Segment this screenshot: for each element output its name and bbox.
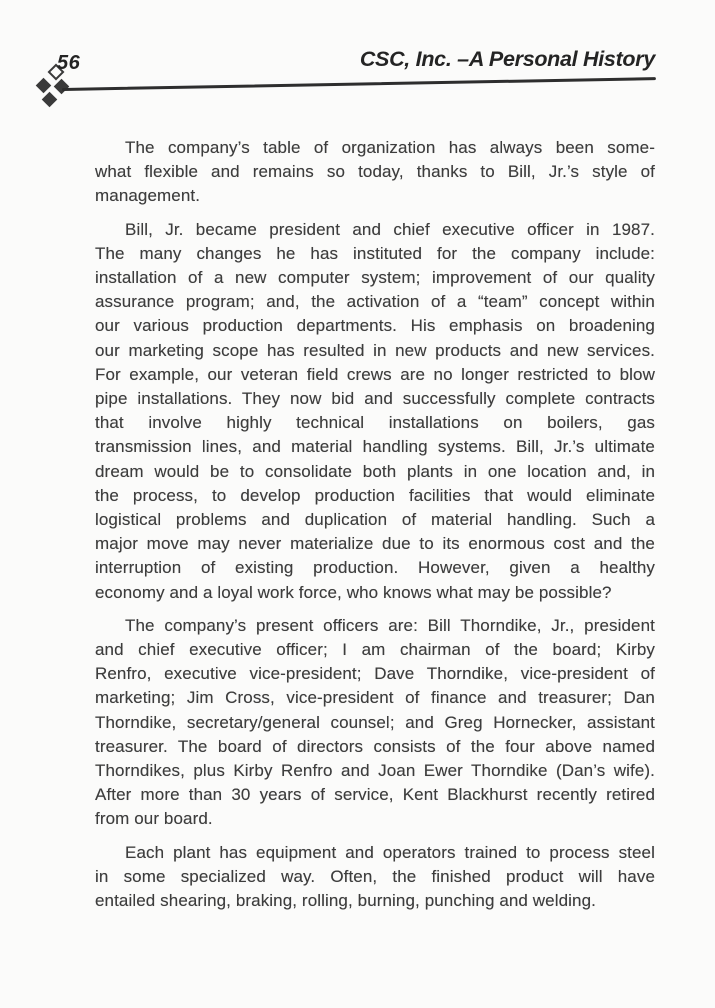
text-line: Bill, Jr. became president and chief executive officer in 1987. xyxy=(125,219,655,239)
text-line: dream would be to consolidate both plants in one location and, in xyxy=(95,461,655,481)
text-line: marketing; Jim Cross, vice-president of finance and treasurer; Dan xyxy=(95,688,655,708)
text-line: what flexible and remains so today, thanks to Bill, Jr.’s style of xyxy=(95,162,655,182)
text-line: pipe installations. They now bid and successfully complete contracts xyxy=(95,389,655,409)
text-line: management. xyxy=(95,186,201,206)
text-line: our various production departments. His emphasis on broadening xyxy=(95,316,655,336)
running-head-title: CSC, Inc. –A Personal History xyxy=(359,47,655,71)
text-line: the process, to develop production facilities that would eliminate xyxy=(95,485,655,505)
header-rule xyxy=(62,77,656,90)
text-line: our marketing scope has resulted in new products and new services. xyxy=(95,340,655,360)
text-line: that involve highly technical installations on boilers, gas xyxy=(95,413,655,433)
text-line: The many changes he has instituted for the company include: xyxy=(95,243,655,263)
text-line: After more than 30 years of service, Kent Blackhurst recently retired xyxy=(95,785,655,805)
text-line: installation of a new computer system; improvement of our quality xyxy=(95,268,655,288)
text-line: from our board. xyxy=(95,809,213,829)
text-line: in some specialized way. Often, the finished product will have xyxy=(95,866,655,886)
paragraph xyxy=(95,136,655,209)
text-line: The company’s present officers are: Bill Thorndike, Jr., president xyxy=(125,615,655,635)
paragraph xyxy=(95,614,655,832)
text-line: major move may never materialize due to its enormous cost and the xyxy=(95,534,655,554)
text-line: assurance program; and, the activation of a “team” concept within xyxy=(95,292,655,312)
text-line: and chief executive officer; I am chairman of the board; Kirby xyxy=(95,640,655,660)
text-line: Renfro, executive vice-president; Dave Thorndike, vice-president of xyxy=(95,664,655,684)
text-line: entailed shearing, braking, rolling, burning, punching and welding. xyxy=(95,891,596,911)
text-line: transmission lines, and material handling systems. Bill, Jr.’s ultimate xyxy=(95,437,655,457)
text-line: interruption of existing production. However, given a healthy xyxy=(95,558,655,578)
paragraph xyxy=(95,841,655,914)
paragraph xyxy=(95,218,655,605)
page-body-text xyxy=(95,136,655,922)
diamond-ornament-bottom xyxy=(42,92,58,108)
page-number: 56 xyxy=(57,52,81,74)
text-line: Each plant has equipment and operators trained to process steel xyxy=(125,842,655,862)
text-line: Thorndike, secretary/general counsel; and Greg Hornecker, assistant xyxy=(95,712,655,732)
text-line: economy and a loyal work force, who knows what may be possible? xyxy=(95,582,612,602)
text-line: For example, our veteran field crews are no longer restricted to blow xyxy=(95,364,655,384)
text-line: The company’s table of organization has always been some- xyxy=(125,138,655,157)
diamond-ornament-right xyxy=(54,79,70,95)
text-line: logistical problems and duplication of material handling. Such a xyxy=(95,510,655,530)
text-line: Thorndikes, plus Kirby Renfro and Joan Ewer Thorndike (Dan’s wife). xyxy=(95,761,655,781)
text-line: treasurer. The board of directors consists of the four above named xyxy=(95,736,655,756)
